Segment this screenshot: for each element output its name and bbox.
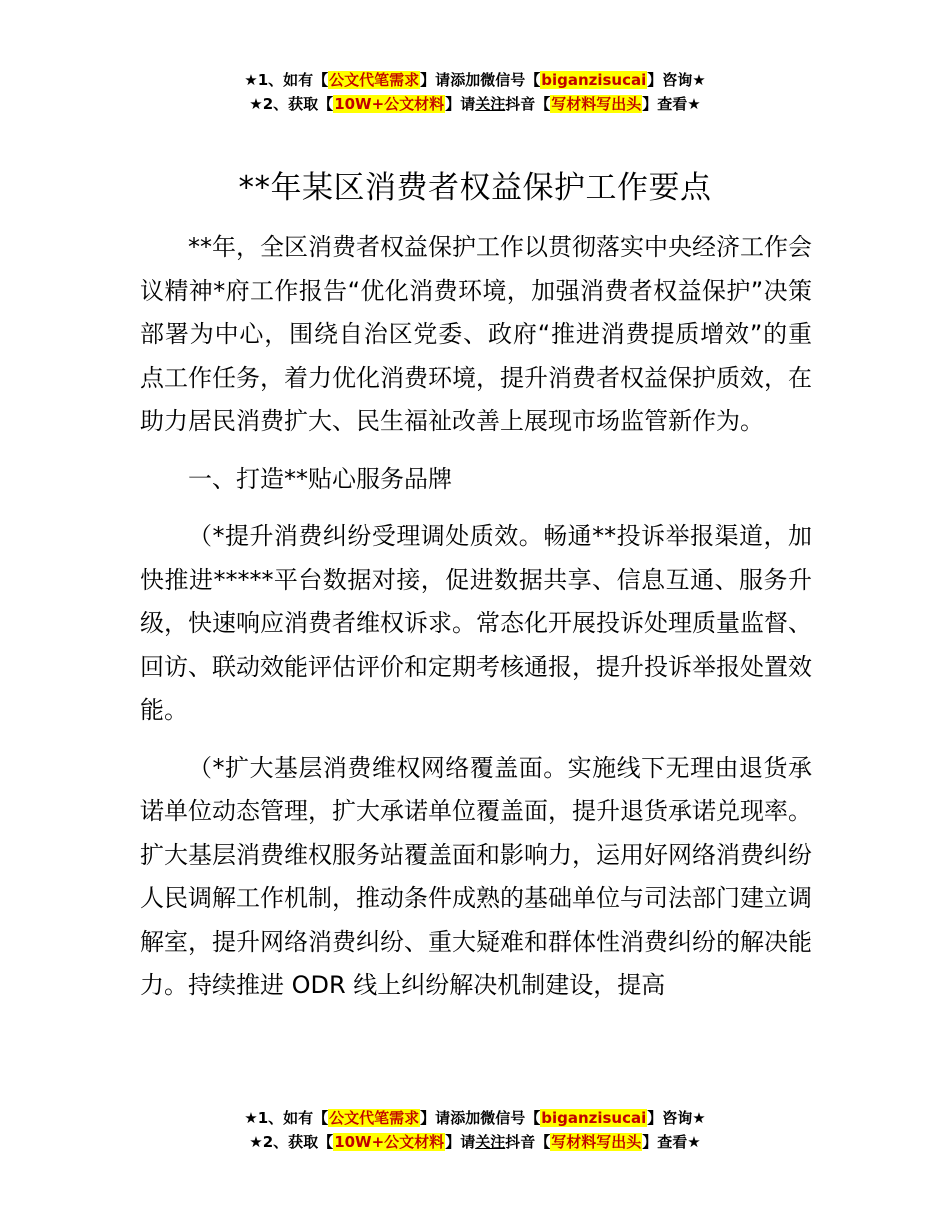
promo-wechat-id: biganzisucai — [541, 1109, 647, 1127]
body-paragraph: （*扩大基层消费维权网络覆盖面。实施线下无理由退货承诺单位动态管理，扩大承诺单位覆盖面，提升退货承诺兑现率。扩大基层消费维权服务站覆盖面和影响力，运用好网络消费纠纷人民调解工作机制，推动条件成熟的基础单位与司法部门建立调解室，提升网络消费纠纷、重大疑难和群体性消费纠纷的解决能力。持续推进 ODR 线上纠纷解决机制建设，提高 — [140, 753, 812, 999]
promo-line-2 — [0, 1130, 950, 1154]
promo-line-2 — [0, 92, 950, 116]
promo-text: ★2、获取【 — [249, 95, 334, 113]
promo-text: 抖音【 — [505, 1133, 551, 1151]
promo-highlight: 10W+公文材料 — [334, 95, 445, 113]
promo-text: 微信号【 — [480, 1109, 541, 1127]
promo-text: 】查看★ — [642, 1133, 701, 1151]
promo-text: 】请 — [420, 1109, 451, 1127]
promo-line-1 — [0, 68, 950, 92]
promo-highlight: 公文代笔需求 — [329, 1109, 420, 1127]
document-body — [140, 226, 812, 1015]
promo-highlight: 10W+公文材料 — [334, 1133, 445, 1151]
document-title: **年某区消费者权益保护工作要点 — [238, 170, 712, 206]
promo-douyin-id: 写材料写出头 — [551, 1133, 642, 1151]
promo-text: 】查看★ — [642, 95, 701, 113]
promo-line-1 — [0, 1106, 950, 1130]
promo-wechat-id: biganzisucai — [541, 71, 647, 89]
promo-text: 】请 — [420, 71, 451, 89]
promo-emphasis: 关注 — [475, 95, 506, 113]
promo-emphasis: 添加 — [450, 71, 481, 89]
promo-text: 抖音【 — [505, 95, 551, 113]
promo-text: 】咨询★ — [647, 71, 706, 89]
promo-highlight: 公文代笔需求 — [329, 71, 420, 89]
promo-text: 】咨询★ — [647, 1109, 706, 1127]
intro-paragraph: **年，全区消费者权益保护工作以贯彻落实中央经济工作会议精神*府工作报告“优化消费环境，加强消费者权益保护”决策部署为中心，围绕自治区党委、政府“推进消费提质增效”的重点工作任务，着力优化消费环境，提升消费者权益保护质效，在助力居民消费扩大、民生福祉改善上展现市场监管新作为。 — [140, 233, 812, 435]
section-heading: 一、打造**贴心服务品牌 — [188, 464, 452, 493]
promo-text: 微信号【 — [480, 71, 541, 89]
promo-text: ★1、如有【 — [244, 71, 329, 89]
promo-douyin-id: 写材料写出头 — [551, 95, 642, 113]
body-paragraph: （*提升消费纠纷受理调处质效。畅通**投诉举报渠道，加快推进*****平台数据对接，促进数据共享、信息互通、服务升级，快速响应消费者维权诉求。常态化开展投诉处理质量监督、回访、联动效能评估评价和定期考核通报，提升投诉举报处置效能。 — [140, 522, 812, 724]
promo-emphasis: 关注 — [475, 1133, 506, 1151]
promo-text: ★1、如有【 — [244, 1109, 329, 1127]
promo-text: 】请 — [445, 95, 476, 113]
promo-emphasis: 添加 — [450, 1109, 481, 1127]
promo-text: ★2、获取【 — [249, 1133, 334, 1151]
promo-text: 】请 — [445, 1133, 476, 1151]
footer-promo-banner — [0, 1106, 950, 1154]
header-promo-banner — [0, 68, 950, 116]
